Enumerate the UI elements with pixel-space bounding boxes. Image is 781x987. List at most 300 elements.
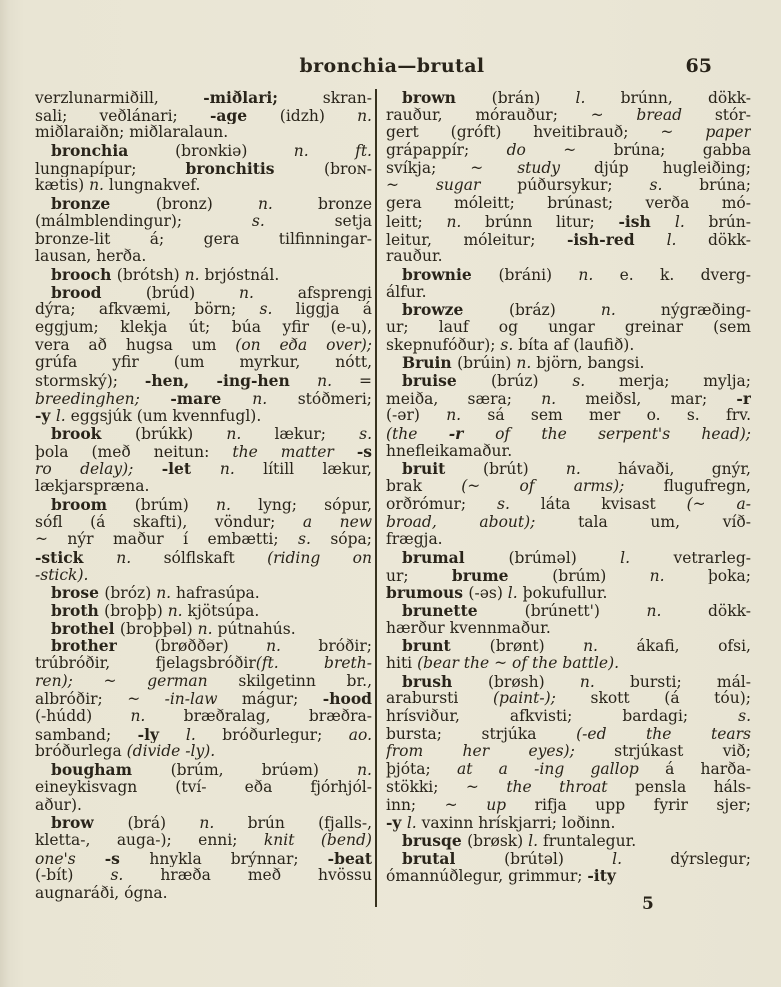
text-run: brutal	[402, 849, 505, 868]
text-run: ~	[386, 177, 436, 195]
text-run: l.	[185, 725, 223, 744]
text-run: bursti; mál-	[629, 672, 751, 691]
text-line	[35, 478, 372, 496]
text-run: browze	[402, 301, 509, 319]
text-run: brunette	[402, 601, 525, 620]
text-run: n.	[541, 389, 586, 408]
text-run: þola (með neitun:	[35, 442, 233, 461]
text-line	[35, 690, 372, 708]
text-run: of the serpent's head);	[495, 425, 751, 443]
text-line	[35, 637, 372, 655]
text-line	[35, 460, 372, 478]
text-run: eggjum; klekja út; búa yfir (e-u),	[35, 318, 372, 336]
text-run: (-əs)	[468, 584, 508, 602]
text-run: brún-	[708, 212, 751, 231]
text-run: n.	[238, 283, 298, 302]
text-run: (brøsk)	[467, 831, 529, 850]
text-run: -mare	[170, 389, 253, 408]
text-line	[35, 726, 372, 744]
text-run: n.	[446, 407, 488, 425]
text-run: púðursykur;	[517, 177, 650, 195]
text-run: n.	[516, 354, 537, 372]
text-run: (on eða over);	[235, 336, 372, 354]
text-run: n.	[184, 265, 205, 284]
text-run: (brótsh)	[116, 265, 185, 284]
text-run: tala um, víð-	[578, 513, 751, 531]
text-line	[35, 496, 372, 514]
text-run: (ft. breth-	[255, 655, 372, 672]
text-run: the matter	[232, 442, 357, 461]
text-run: brooch	[51, 265, 117, 284]
text-run: trúbróðir, fjelagsbróðir	[35, 655, 256, 672]
text-run: l.	[666, 230, 708, 249]
text-run: (broþþəl)	[119, 619, 198, 638]
text-run: n.	[446, 212, 486, 231]
text-run: svíkja; ~	[386, 159, 518, 177]
text-run: brjóstnál.	[204, 265, 280, 284]
text-run: s.	[298, 531, 331, 549]
text-run: skilgetinn br.,	[238, 672, 372, 690]
text-run: (broɴ-	[324, 159, 372, 178]
text-run: n.	[600, 301, 661, 319]
text-line	[35, 885, 372, 903]
text-run: bróðurlegur;	[222, 725, 349, 744]
text-run: brumal	[402, 548, 509, 567]
text-run: ~	[103, 672, 148, 690]
text-run: l.	[55, 407, 71, 426]
text-run: hnefleikamaður.	[386, 442, 513, 460]
text-run: brume	[451, 566, 553, 585]
text-run: -in-law	[164, 690, 242, 709]
text-run: n.	[583, 637, 637, 655]
text-run: dökk-	[708, 230, 751, 249]
text-run: rifja upp fyrir sjer;	[534, 796, 751, 814]
text-run: s.	[259, 301, 296, 319]
text-run: lausan, herða.	[35, 248, 147, 266]
text-run: (brúd)	[145, 283, 239, 302]
text-line	[386, 372, 751, 390]
text-run: n.	[317, 372, 359, 390]
text-line	[35, 514, 372, 532]
text-run: brusqe	[402, 831, 468, 850]
text-run: dýra; afkvæmi, börn;	[35, 301, 260, 319]
text-line	[386, 514, 751, 532]
text-line	[35, 372, 372, 390]
text-line	[386, 549, 751, 567]
text-run: (broþþ)	[104, 601, 168, 620]
text-line	[386, 195, 751, 213]
text-run: s.	[110, 867, 161, 885]
text-run: s.	[497, 495, 541, 513]
text-line	[35, 443, 372, 461]
text-run: hræða með hvössu	[160, 867, 372, 885]
signature-mark: 5	[642, 894, 654, 914]
text-run: =	[359, 372, 372, 390]
text-run: lungnakvef.	[108, 177, 201, 195]
text-line	[35, 708, 372, 726]
text-line	[35, 107, 372, 125]
text-run: (~ of arms);	[461, 478, 664, 496]
text-run: orðrómur;	[386, 495, 497, 513]
text-run: bruise	[402, 372, 491, 390]
text-run: ur;	[386, 566, 452, 585]
text-line	[386, 284, 751, 302]
text-line	[35, 797, 372, 815]
text-run: stór-	[714, 106, 751, 124]
text-run: brúnn litur;	[485, 212, 619, 231]
text-run: lungnapípur;	[35, 159, 186, 178]
text-line	[386, 231, 751, 249]
text-run: (~ a-	[686, 495, 751, 513]
text-line	[386, 319, 751, 337]
text-line	[386, 177, 751, 195]
text-run: n.	[357, 761, 372, 779]
text-run: (bronz)	[155, 195, 258, 213]
text-run: n.	[89, 177, 109, 195]
text-run: paper	[705, 124, 751, 142]
text-run: albróðir; ~	[35, 690, 165, 709]
text-run: (bráni)	[498, 265, 579, 284]
text-run: gert (gróft) hveitibrauð; ~	[386, 124, 706, 142]
text-run: strjúkast við;	[614, 743, 751, 761]
text-run: -stick	[35, 548, 117, 567]
text-run: l.	[507, 584, 523, 602]
text-run: -ly	[137, 725, 186, 744]
text-line	[35, 248, 372, 266]
text-run: -r	[736, 389, 751, 408]
text-run: e. k. dverg-	[619, 265, 751, 284]
text-run: mágur;	[241, 690, 323, 709]
text-run: n.	[197, 619, 218, 638]
text-run: (brúm)	[552, 566, 650, 585]
text-run: þokufullur.	[522, 584, 608, 602]
text-run: the throat	[506, 778, 635, 796]
text-run: (divide -ly).	[126, 743, 216, 761]
text-run: ákafi, ofsi,	[636, 637, 751, 655]
text-run: brúnn, dökk-	[620, 89, 751, 107]
text-run: s.	[359, 425, 372, 443]
text-line	[35, 337, 372, 355]
text-run: brak	[386, 478, 462, 496]
text-run: merja; mylja;	[618, 372, 751, 390]
text-run: s.	[251, 212, 335, 230]
text-line	[35, 673, 372, 691]
text-run: -ish-red	[566, 230, 667, 249]
text-run: láta kvisast	[540, 495, 687, 513]
text-run: -ish	[618, 212, 675, 231]
text-run: (-ed the tears	[576, 725, 751, 743]
text-run: hærður kvennmaður.	[386, 619, 551, 637]
text-line	[35, 213, 372, 231]
text-run: rauður.	[386, 248, 443, 266]
text-run: -stick).	[35, 566, 89, 584]
text-run: -let	[161, 460, 220, 479]
text-run: stormský);	[35, 372, 145, 390]
right-column	[386, 89, 751, 907]
text-line	[386, 761, 751, 779]
text-run: kletta-, auga-); enni;	[35, 831, 264, 849]
text-line	[386, 301, 751, 319]
text-run: (brøsh)	[487, 672, 580, 691]
text-run: s.	[649, 177, 700, 195]
text-run: grúfa yfir (um myrkur, nótt,	[35, 354, 372, 372]
text-line	[386, 637, 751, 655]
text-run: miðlaraiðn; miðlaralaun.	[35, 124, 229, 142]
text-run: (broɴkiə)	[175, 142, 294, 160]
text-run: eggsjúk (um kvennfugl).	[70, 407, 262, 426]
text-run: (brúkk)	[135, 425, 227, 443]
text-line	[35, 584, 372, 602]
text-line	[386, 690, 751, 708]
text-line	[386, 832, 751, 850]
text-line	[386, 478, 751, 496]
text-run: (brúnett')	[524, 601, 647, 620]
text-run: vaxinn hrískjarri; loðinn.	[421, 814, 616, 832]
running-title: bronchia—brutal	[299, 55, 485, 77]
text-run: bróðurlega	[35, 743, 127, 761]
text-run: augnaráði, ógna.	[35, 884, 168, 902]
text-run: n.	[130, 708, 184, 726]
text-line	[386, 531, 751, 549]
text-line	[35, 177, 372, 195]
text-run: -hood	[322, 690, 372, 709]
text-run: bread	[636, 106, 715, 124]
text-run: ómannúðlegur, grimmur;	[386, 867, 588, 885]
text-run: fruntalegur.	[542, 831, 637, 850]
text-line	[386, 124, 751, 142]
text-line	[35, 195, 372, 213]
text-line	[35, 814, 372, 832]
page-number: 65	[685, 55, 712, 77]
text-line	[386, 602, 751, 620]
text-run: grápappír;	[386, 142, 507, 160]
text-line	[386, 266, 751, 284]
text-run: vera að hugsa um	[35, 336, 236, 354]
text-run: hnykla brýnnar;	[149, 849, 328, 868]
text-run: (bráz)	[508, 301, 601, 319]
text-run: sá sem mer o. s. frv.	[487, 407, 751, 425]
text-line	[35, 390, 372, 408]
text-line	[386, 337, 751, 355]
text-line	[35, 620, 372, 638]
text-run: (brúm, brúəm)	[170, 761, 358, 779]
text-run: brún (fjalls-,	[247, 814, 372, 832]
text-line	[35, 567, 372, 585]
text-run: sófl (á skafti), vöndur;	[35, 513, 303, 531]
text-run: leitt;	[386, 212, 447, 231]
text-run: (idzh)	[279, 106, 358, 125]
text-run: setja	[334, 212, 372, 230]
text-run: brúna;	[699, 177, 751, 195]
text-run: n.	[116, 548, 164, 567]
text-line	[386, 584, 751, 602]
text-run: bronchitis	[185, 159, 325, 178]
text-run: dýrslegur;	[670, 849, 751, 868]
text-run: stóðmeri;	[297, 389, 372, 408]
text-run: ur; lauf og ungar greinar (sem	[386, 318, 751, 336]
text-run: brunt	[402, 637, 490, 655]
text-line	[35, 354, 372, 372]
text-line	[35, 655, 372, 673]
text-run: l.	[620, 548, 674, 567]
text-line	[35, 301, 372, 319]
text-run: björn, bangsi.	[536, 354, 645, 372]
text-run: brumous	[386, 584, 469, 602]
text-run: -age	[209, 106, 280, 125]
text-line	[386, 425, 751, 443]
text-line	[386, 814, 751, 832]
text-line	[386, 867, 751, 885]
text-run: (brøððər)	[154, 637, 267, 655]
text-run: lítill lækur,	[263, 460, 372, 479]
text-line	[386, 779, 751, 797]
text-line	[35, 319, 372, 337]
text-line	[386, 407, 751, 425]
text-run: aður).	[35, 796, 82, 814]
text-run: lækjarspræna.	[35, 478, 150, 496]
text-run: (bear the ~ of the battle).	[417, 655, 620, 672]
text-line	[386, 160, 751, 178]
text-run: german	[147, 672, 239, 690]
text-run: ro delay);	[35, 460, 162, 479]
text-run: n.	[252, 389, 298, 408]
text-run: n.	[649, 566, 708, 585]
text-run: frægja.	[386, 531, 443, 549]
text-run: hafrasúpa.	[176, 584, 260, 602]
page-header	[34, 55, 750, 81]
text-run: n.	[565, 460, 619, 479]
text-run: (brán)	[491, 89, 576, 107]
text-run: (paint-);	[492, 690, 591, 708]
text-run: one's	[35, 849, 105, 868]
text-line	[35, 867, 372, 885]
text-run: (brút)	[483, 460, 566, 479]
text-run: l.	[612, 849, 671, 868]
text-run: -hen, -ing-hen	[144, 372, 318, 390]
text-line	[386, 142, 751, 160]
text-run: from her eyes);	[386, 743, 615, 761]
text-run: l.	[528, 831, 543, 850]
text-run: skepnufóður);	[386, 336, 501, 354]
text-line	[386, 354, 751, 372]
text-run: (-ər)	[386, 407, 447, 425]
text-run: stökki; ~	[386, 778, 507, 796]
text-run: liggja á	[295, 301, 372, 319]
text-run: brood	[51, 283, 146, 302]
text-run: (brúməl)	[508, 548, 621, 567]
text-line	[35, 602, 372, 620]
text-run: brother	[51, 637, 155, 655]
text-run: rauður, mórauður; ~	[386, 106, 637, 124]
text-run: brose	[51, 584, 105, 602]
text-run: flugufregn,	[663, 478, 751, 496]
text-run: s.	[572, 372, 619, 390]
text-run: álfur.	[386, 283, 427, 301]
text-run: (málmblendingur);	[35, 212, 252, 230]
text-run: gera móleitt; brúnast; verða mó-	[386, 195, 751, 213]
text-run: (brúz)	[490, 372, 573, 390]
text-run: vetrarleg-	[673, 548, 751, 567]
text-run: ~ brúna; gabba	[563, 142, 751, 160]
text-run: n.	[216, 495, 259, 514]
text-run: n.	[578, 265, 620, 284]
text-run: n.	[646, 601, 708, 620]
text-run: sópa;	[330, 531, 372, 549]
text-run: up	[486, 796, 535, 814]
text-run: þjóta;	[386, 761, 457, 779]
text-run: bursta; strjúka	[386, 725, 577, 743]
text-run: pútnahús.	[217, 619, 296, 638]
text-run: bróðir;	[318, 637, 372, 655]
text-run: n. ft.	[293, 142, 372, 160]
text-columns	[35, 89, 751, 907]
text-line	[35, 284, 372, 302]
text-run: brook	[51, 425, 136, 443]
text-run: djúp hugleiðing;	[594, 159, 751, 177]
text-run: bruit	[402, 460, 484, 479]
text-run: (brønt)	[489, 637, 584, 655]
column-divider	[375, 89, 377, 907]
text-run: pensla háls-	[634, 778, 751, 796]
text-line	[386, 708, 751, 726]
text-line	[35, 142, 372, 160]
text-run: n.	[156, 584, 177, 602]
text-run: eineykisvagn (tví- eða fjórhjól-	[35, 778, 372, 796]
text-run: nýgræðing-	[660, 301, 751, 319]
text-line	[386, 107, 751, 125]
text-line	[35, 407, 372, 425]
text-line	[386, 620, 751, 638]
text-run: hrísviður, afkvisti; bardagi;	[386, 708, 739, 726]
text-line	[386, 850, 751, 868]
text-run: ao.	[348, 725, 372, 744]
text-line	[386, 248, 751, 266]
text-run: brownie	[402, 265, 499, 284]
text-line	[386, 726, 751, 744]
text-run: at a -ing gallop	[456, 761, 666, 779]
text-run: bíta af (laufið).	[518, 336, 635, 354]
text-line	[386, 390, 751, 408]
text-run: n.	[219, 460, 264, 479]
text-run: meiðsl, mar;	[585, 389, 737, 408]
text-run: afsprengi	[297, 283, 372, 302]
text-run: (riding on	[267, 548, 372, 567]
text-line	[35, 160, 372, 178]
text-run: (brútəl)	[504, 849, 613, 868]
text-run: n.	[167, 601, 188, 620]
text-run: n.	[199, 814, 248, 832]
text-run: sólflskaft	[163, 548, 268, 567]
text-run: brothel	[51, 619, 120, 638]
text-line	[386, 673, 751, 691]
text-run: a new	[302, 513, 372, 531]
text-run: (brá)	[127, 814, 200, 832]
text-line	[386, 743, 751, 761]
text-run: -s	[356, 442, 372, 461]
text-run: -beat	[327, 849, 372, 868]
text-run: verzlunarmiðill,	[35, 89, 204, 107]
text-line	[386, 567, 751, 585]
text-run: inn; ~	[386, 796, 487, 814]
text-run: broom	[51, 495, 135, 514]
text-run: -ity	[587, 867, 616, 885]
text-run: study	[517, 159, 595, 177]
text-run: (the	[386, 425, 449, 443]
text-run: n.	[579, 672, 630, 691]
text-run: (brúin)	[457, 354, 517, 372]
text-run: n.	[266, 637, 319, 655]
text-run: skran-	[322, 89, 372, 107]
